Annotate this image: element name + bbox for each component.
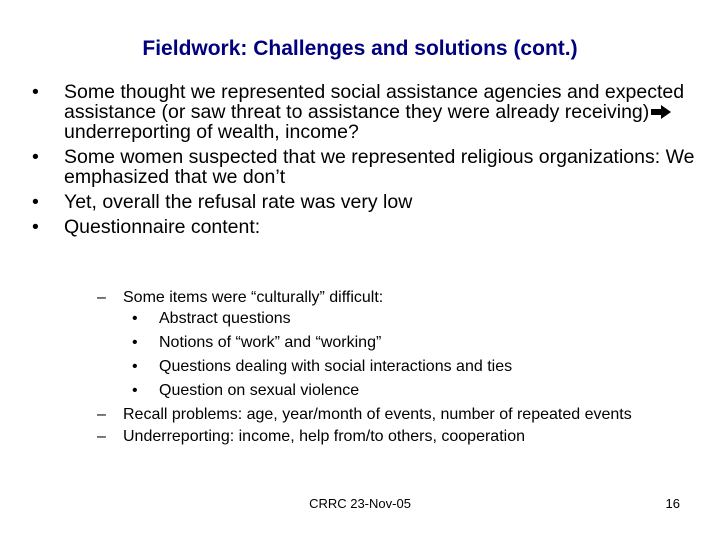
bullet-marker: • xyxy=(32,216,39,238)
bullet-item xyxy=(30,217,700,237)
slide-footer: CRRC 23-Nov-05 xyxy=(309,496,411,511)
nested-bullet-item xyxy=(127,334,697,351)
page-number: 16 xyxy=(665,496,680,511)
nested-bullet-list xyxy=(123,310,697,399)
bullet-marker: • xyxy=(132,310,138,327)
nested-bullet-text: Question on sexual violence xyxy=(159,382,360,399)
bullet-item xyxy=(30,82,700,142)
sub-bullet-item xyxy=(97,289,697,399)
slide-title: Fieldwork: Challenges and solutions (cont.) xyxy=(142,37,578,60)
bullet-marker: • xyxy=(32,81,39,103)
sub-bullet-list xyxy=(97,289,697,450)
bullet-text: Some women suspected that we represented religious organizations: We emphasized that we don’t xyxy=(64,146,695,188)
bullet-item xyxy=(30,147,700,187)
nested-bullet-item xyxy=(127,310,697,327)
bullet-item xyxy=(30,192,700,212)
sub-bullet-item xyxy=(97,428,697,445)
nested-bullet-item xyxy=(127,358,697,375)
nested-bullet-item xyxy=(127,382,697,399)
nested-bullet-text: Notions of “work” and “working” xyxy=(159,334,382,351)
sub-bullet-text: Recall problems: age, year/month of events, number of repeated events xyxy=(123,406,632,423)
dash-marker: – xyxy=(97,428,106,445)
dash-marker: – xyxy=(97,406,106,423)
nested-bullet-text: Questions dealing with social interactions and ties xyxy=(159,358,513,375)
nested-bullet-text: Abstract questions xyxy=(159,310,291,327)
bullet-text-continued: underreporting of wealth, income? xyxy=(64,121,359,143)
sub-bullet-item xyxy=(97,406,697,423)
bullet-text: Questionnaire content: xyxy=(64,216,261,238)
sub-bullet-text: Some items were “culturally” difficult: xyxy=(123,289,384,306)
bullet-marker: • xyxy=(132,382,138,399)
dash-marker: – xyxy=(97,289,106,306)
bullet-text: Yet, overall the refusal rate was very low xyxy=(64,191,413,213)
bullet-list xyxy=(30,82,700,242)
sub-bullet-text: Underreporting: income, help from/to others, cooperation xyxy=(123,428,525,445)
bullet-marker: • xyxy=(32,146,39,168)
bullet-text: Some thought we represented social assistance agencies and expected assistance (or saw threat to assistance they were already receiving) xyxy=(64,81,685,123)
right-arrow-icon xyxy=(651,105,671,119)
bullet-marker: • xyxy=(132,358,138,375)
bullet-marker: • xyxy=(132,334,138,351)
bullet-marker: • xyxy=(32,191,39,213)
